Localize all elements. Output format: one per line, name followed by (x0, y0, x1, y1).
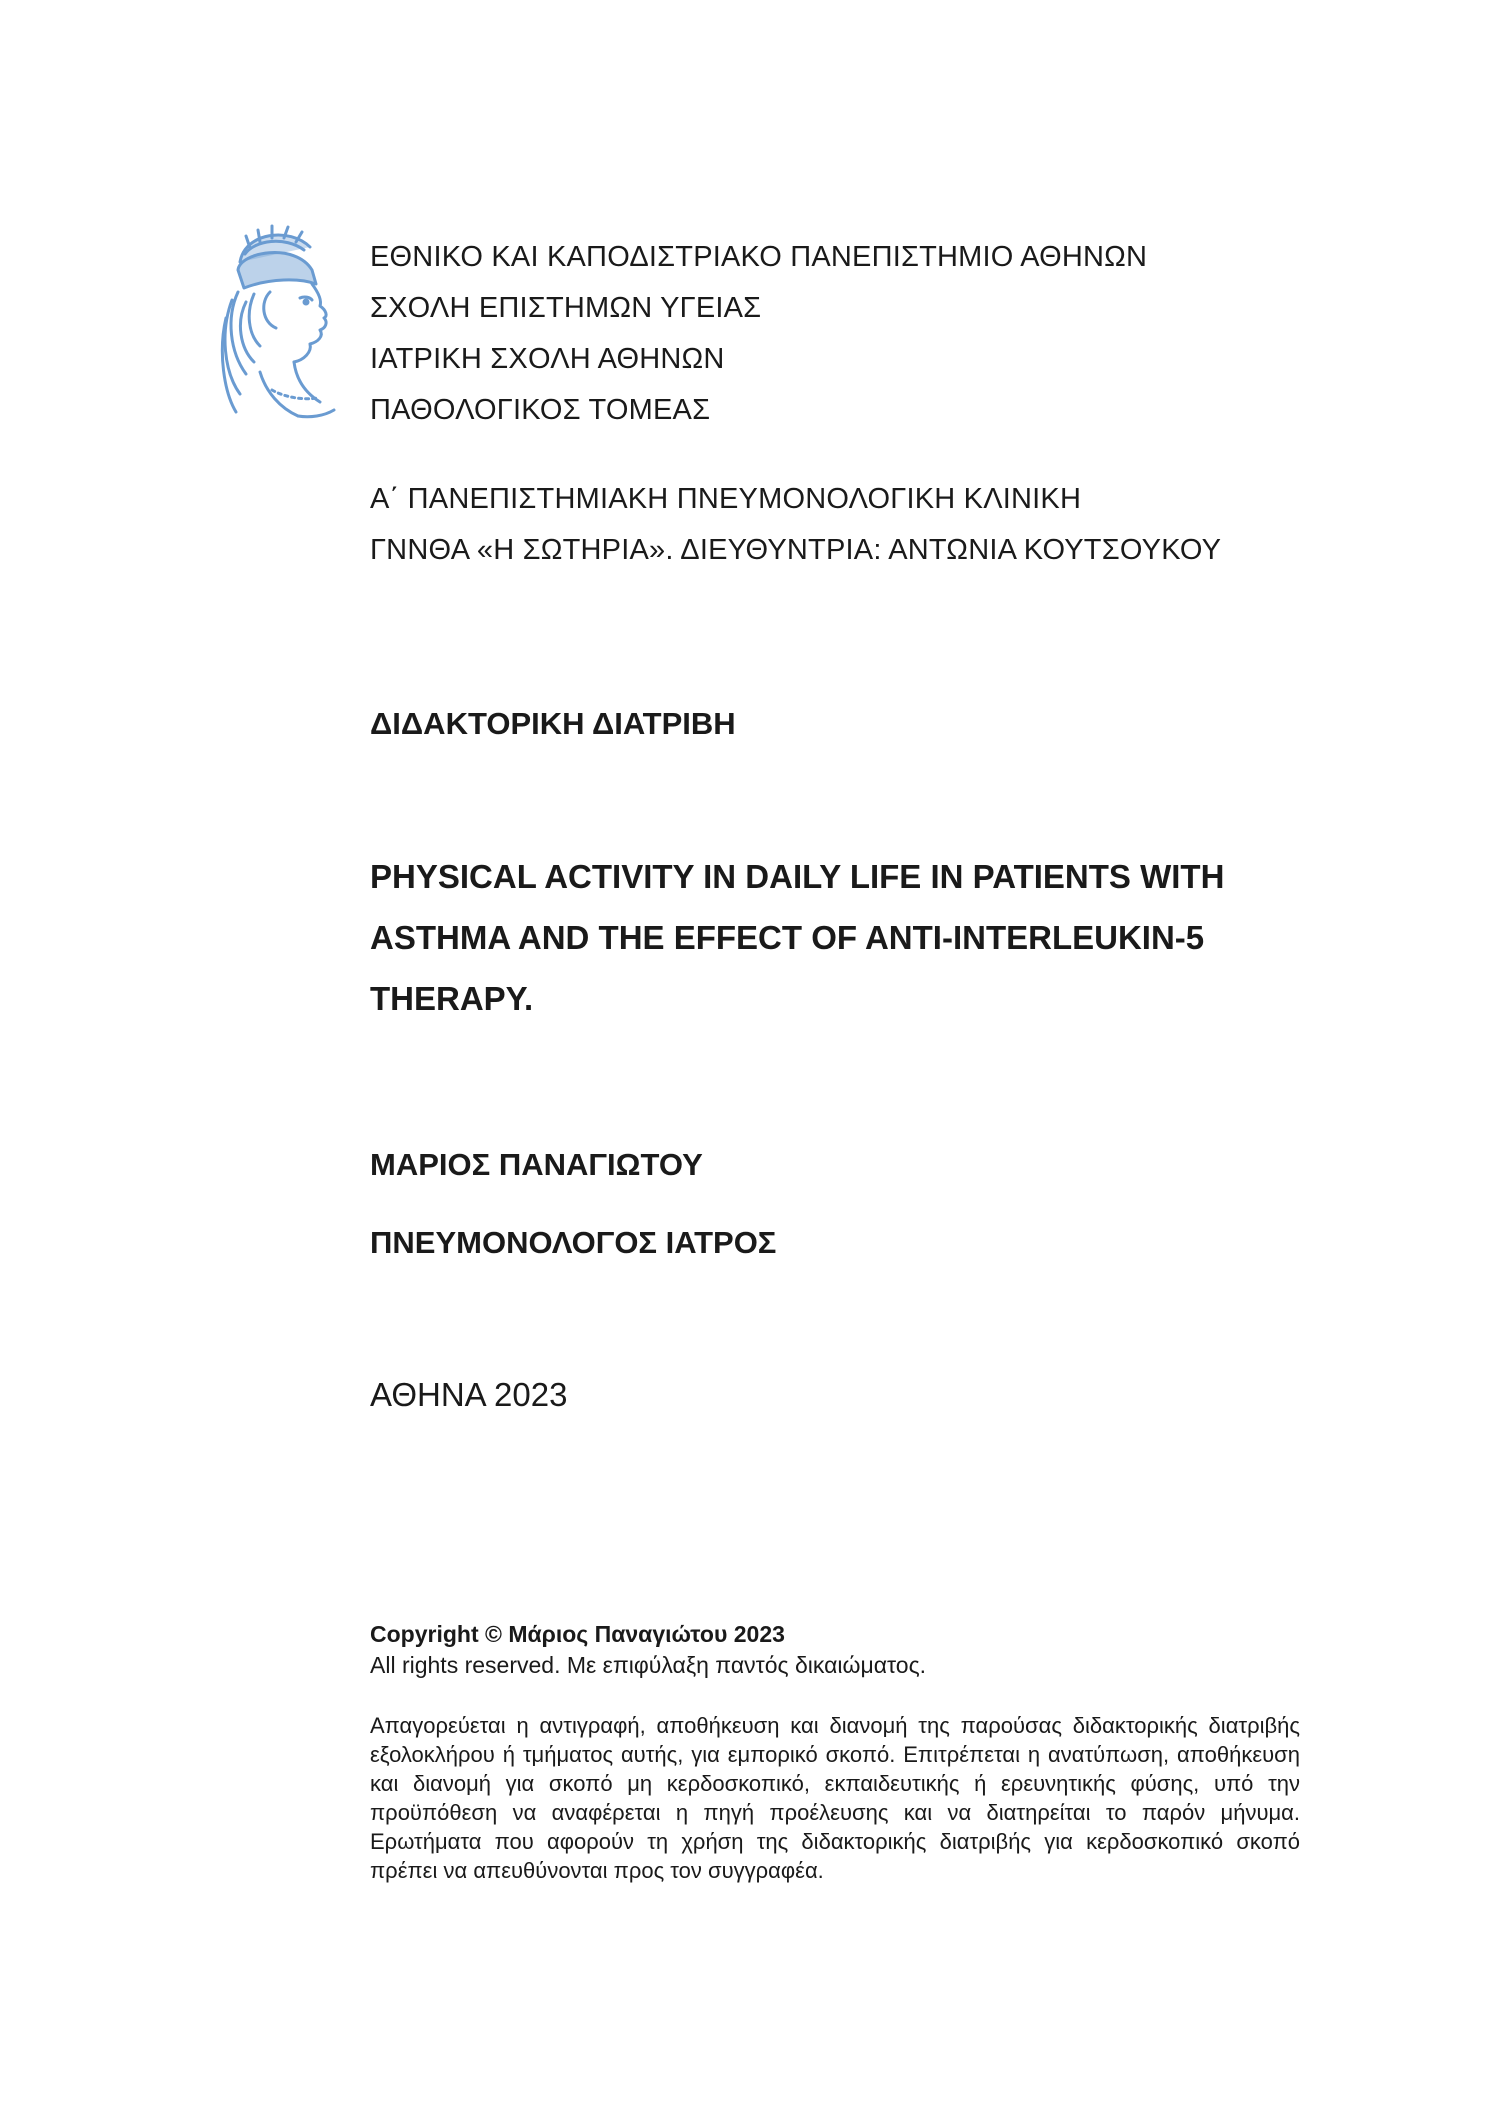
author-block (370, 1126, 776, 1282)
institution-line: ΙΑΤΡΙΚΗ ΣΧΟΛΗ ΑΘΗΝΩΝ (370, 343, 725, 375)
copyright-block (370, 1619, 926, 1681)
author-role: ΠΝΕΥΜΟΝΟΛΟΓΟΣ ΙΑΤΡΟΣ (370, 1225, 777, 1260)
institution-heading (370, 232, 1147, 436)
thesis-title: PHYSICAL ACTIVITY IN DAILY LIFE IN PATIENTS WITH ASTHMA AND THE EFFECT OF ANTI-INTERLEUKIN-5 THERAPY. (370, 858, 1225, 1017)
document-type: ΔΙΔΑΚΤΟΡΙΚΗ ΔΙΑΤΡΙΒΗ (370, 706, 736, 741)
institution-line: ΕΘΝΙΚΟ ΚΑΙ ΚΑΠΟΔΙΣΤΡΙΑΚΟ ΠΑΝΕΠΙΣΤΗΜΙΟ ΑΘΗΝΩΝ (370, 241, 1148, 273)
institution-line: ΣΧΟΛΗ ΕΠΙΣΤΗΜΩΝ ΥΓΕΙΑΣ (370, 292, 762, 324)
clinic-heading (370, 474, 1221, 576)
copyright-notice: Απαγορεύεται η αντιγραφή, αποθήκευση και διανομή της παρούσας διδακτορικής διατριβής εξολοκλήρου ή τμήματος αυτής, για εμπορικό σκοπό. Επιτρέπεται η ανατύπωση, αποθήκευση και διανομή για σκοπό μη κερδοσκοπικό, εκπαιδευτικής ή ερευνητικής φύσης, υπό την προϋπόθεση να αναφέρεται η πηγή προέλευσης και να διατηρείται το παρόν μήνυμα. Ερωτήματα που αφορούν τη χρήση της διδακτορικής διατριβής για κερδοσκοπικό σκοπό πρέπει να απευθύνονται προς τον συγγραφέα. (370, 1713, 1300, 1883)
university-emblem-icon (200, 222, 340, 422)
author-name: ΜΑΡΙΟΣ ΠΑΝΑΓΙΩΤΟΥ (370, 1147, 703, 1182)
copyright-rights: All rights reserved. Με επιφύλαξη παντός δικαιώματος. (370, 1652, 927, 1678)
clinic-line: ΓΝΝΘΑ «Η ΣΩΤΗΡΙΑ». ΔΙΕΥΘΥΝΤΡΙΑ: ΑΝΤΩΝΙΑ ΚΟΥΤΣΟΥΚΟΥ (370, 534, 1222, 566)
institution-line: ΠΑΘΟΛΟΓΙΚΟΣ ΤΟΜΕΑΣ (370, 394, 711, 426)
clinic-line: Α΄ ΠΑΝΕΠΙΣΤΗΜΙΑΚΗ ΠΝΕΥΜΟΝΟΛΟΓΙΚΗ ΚΛΙΝΙΚΗ (370, 483, 1082, 515)
place-year: ΑΘΗΝΑ 2023 (370, 1376, 568, 1413)
copyright-heading: Copyright © Μάριος Παναγιώτου 2023 (370, 1621, 785, 1647)
